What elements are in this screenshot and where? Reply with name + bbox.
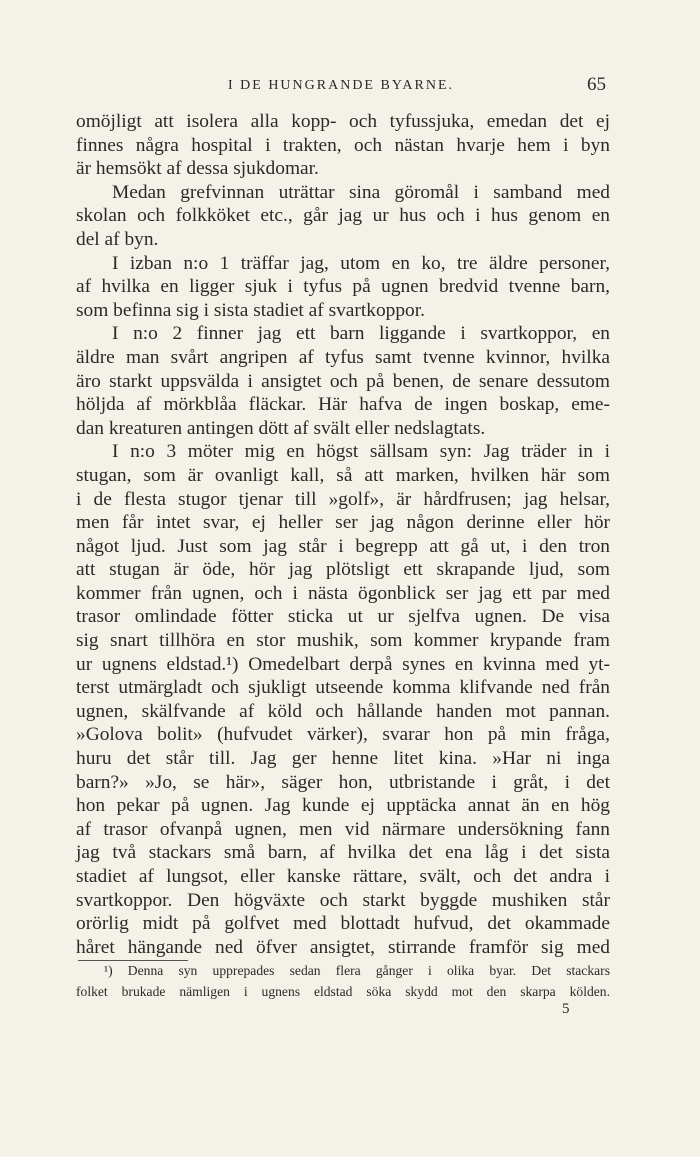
text-line: håret hängande ned öfver ansigtet, stirrande framför sig med (76, 936, 610, 958)
text-line: af trasor ofvanpå ugnen, men vid närmare undersökning fann (76, 818, 610, 840)
text-line: trasor omlindade fötter sticka ut ur sjelfva ugnen. De visa (76, 606, 610, 628)
body-text (76, 110, 610, 959)
text-line: huru det står till. Jag ger henne litet kina. »Har ni inga (76, 748, 610, 770)
text-line: äldre man svårt angripen af tyfus samt tvenne kvinnor, hvilka (76, 346, 610, 368)
text-line: af hvilka en ligger sjuk i tyfus på ugnen bredvid tvenne barn, (76, 276, 610, 298)
text-line: Medan grefvinnan uträttar sina göromål i samband med (112, 181, 610, 203)
text-line: omöjligt att isolera alla kopp- och tyfussjuka, emedan det ej (76, 111, 610, 132)
text-line: barn?» »Jo, se här», säger hon, utbristande i gråt, i det (76, 771, 610, 793)
text-line: I n:o 3 möter mig en högst sällsam syn: Jag träder in i (112, 441, 610, 463)
text-line: svartkoppor. Den högväxte och starkt byggde mushiken står (76, 889, 610, 911)
running-title: I DE HUNGRANDE BYARNE. (228, 78, 454, 93)
footnote-line: ¹) Denna syn upprepades sedan flera gånger i olika byar. Det stackars (104, 963, 610, 978)
text-line: »Golova bolit» (hufvudet värker), svarar hon på min fråga, (76, 724, 610, 746)
text-line: stugan, som är ovanligt kall, så att marken, hvilken här som (76, 464, 610, 486)
text-line: kommer från ugnen, och i nästa ögonblick ser jag ett par med (76, 582, 610, 604)
text-line: I n:o 2 finner jag ett barn liggande i svartkoppor, en (112, 323, 610, 345)
text-line: sig snart tillhöra en stor mushik, som kommer krypande fram (76, 630, 610, 652)
text-line: hon pekar på ugnen. Jag kunde ej upptäcka annat än en hög (76, 795, 610, 817)
footnote-line: folket brukade nämligen i ugnens eldstad söka skydd mot den skarpa kölden. (76, 984, 610, 999)
text-line: att stugan är öde, hör jag plötsligt ett skrapande ljud, som (76, 559, 610, 581)
text-line: som befinna sig i sista stadiet af svartkoppor. (76, 299, 425, 321)
text-line: i de flesta stugor tjenar till »golf», är hårdfrusen; jag helsar, (76, 488, 610, 510)
text-line: skolan och folkköket etc., går jag ur hus och i hus genom en (76, 205, 610, 227)
text-line: jag två stackars små barn, af hvilka det ena låg i det sista (76, 842, 610, 864)
text-line: I izban n:o 1 träffar jag, utom en ko, tre äldre personer, (112, 252, 610, 274)
signature-mark: 5 (562, 1001, 570, 1017)
text-line: dan kreaturen antingen dött af svält eller nedslagtats. (76, 417, 486, 439)
text-line: är hemsökt af dessa sjukdomar. (76, 158, 319, 180)
running-header (76, 74, 606, 98)
text-line: orörlig midt på golfvet med blottadt hufvud, det okammade (76, 913, 610, 935)
text-line: ugnen, skälfvande af köld och hållande handen mot pannan. (76, 700, 610, 722)
text-line: del af byn. (76, 228, 159, 250)
text-line: höljda af mörkblåa fläckar. Här hafva de ingen boskap, eme- (76, 394, 610, 416)
text-line: ur ugnens eldstad.¹) Omedelbart derpå synes en kvinna med yt- (76, 653, 610, 675)
footnote (76, 960, 610, 1002)
text-line: något ljud. Just som jag står i begrepp att gå ut, i den tron (76, 535, 610, 557)
text-line: stadiet af lungsot, eller kanske rättare, svält, och det andra i (76, 866, 610, 887)
text-line: men får intet svar, ej heller ser jag någon derinne eller hör (76, 512, 610, 534)
page-number: 65 (587, 74, 606, 95)
text-line: terst utmärgladt och sjukligt utseende komma klifvande ned från (76, 677, 610, 699)
text-line: äro starkt uppsvälda i ansigtet och på benen, de senare dessutom (76, 370, 610, 392)
text-line: finnes några hospital i trakten, och nästan hvarje hem i byn (76, 134, 610, 156)
